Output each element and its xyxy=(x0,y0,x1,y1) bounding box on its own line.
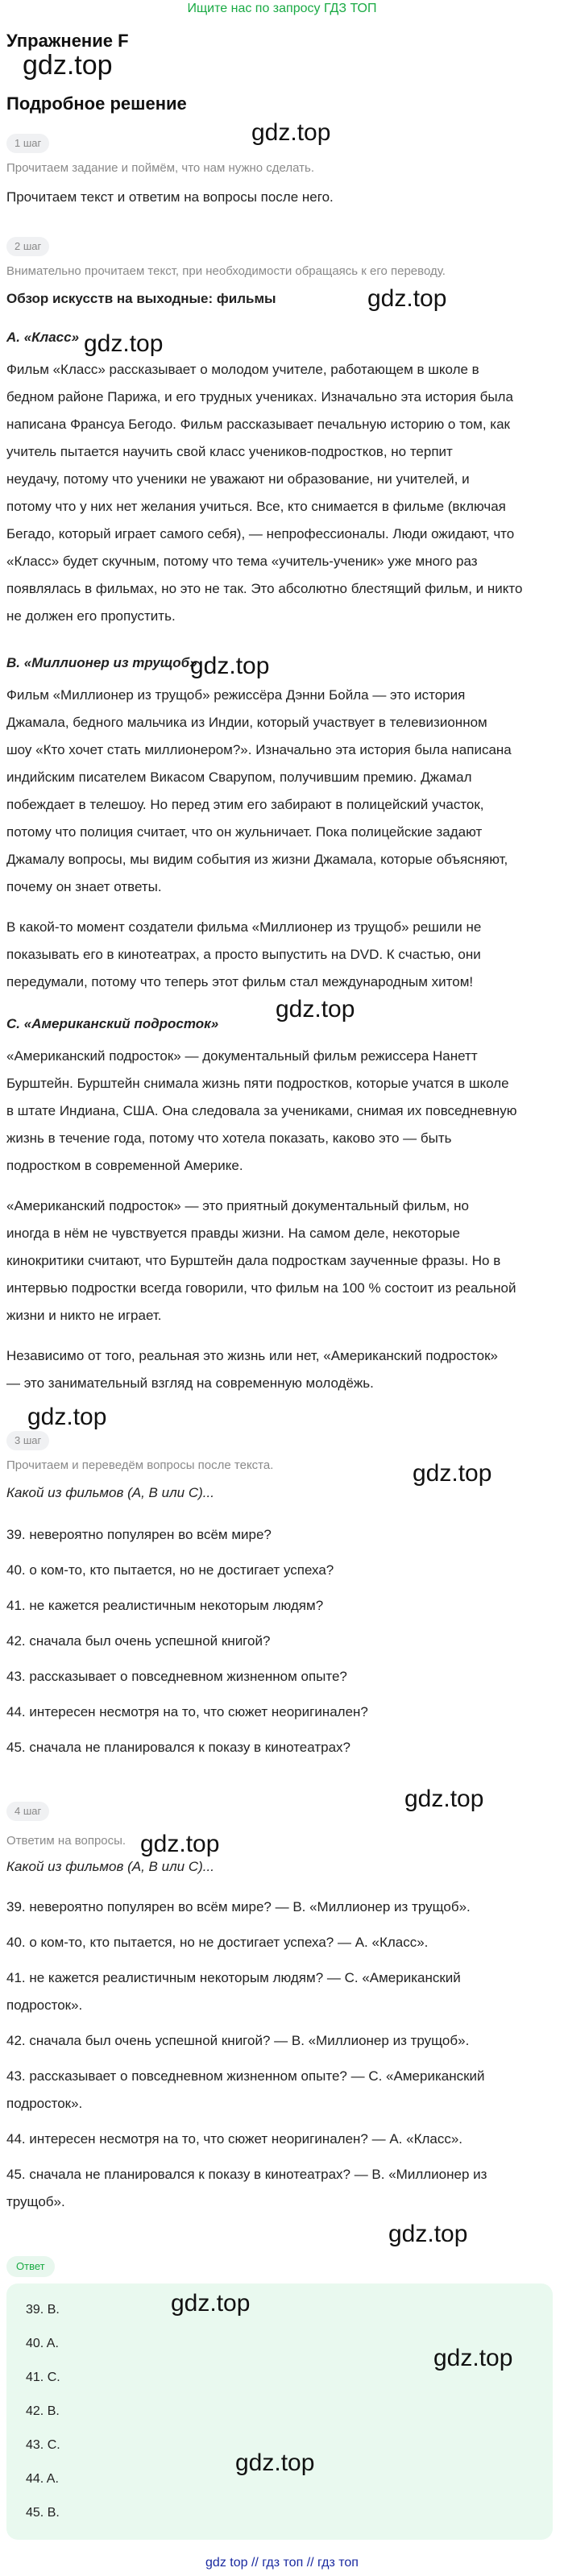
watermark: gdz.top xyxy=(433,2345,513,2371)
film-b-title: B. «Миллионер из трущоб» xyxy=(6,655,197,670)
paragraph-line: жизнь в течение года, потому что хотела показать, каково это — быть xyxy=(6,1130,452,1146)
watermark: gdz.top xyxy=(367,285,447,312)
list-item: 41. не кажется реалистичным некоторым людям? xyxy=(6,1598,324,1613)
paragraph-line: кинокритики считают, что Бурштейн дала подросткам заученные фразы. Но в xyxy=(6,1253,501,1268)
section-title: Подробное решение xyxy=(6,93,187,114)
paragraph-line: Джамалу вопросы, мы видим события из жизни Джамала, которые объясняют, xyxy=(6,852,508,867)
watermark: gdz.top xyxy=(388,2221,468,2247)
list-item: 45. сначала не планировался к показу в кинотеатрах? xyxy=(6,1740,350,1755)
step-text-1: Прочитаем текст и ответим на вопросы после него. xyxy=(6,189,334,205)
list-item: 40. о ком-то, кто пытается, но не достигает успеха? xyxy=(6,1562,334,1578)
paragraph-line: иногда в нём не чувствуется правды жизни. На самом деле, некоторые xyxy=(6,1226,460,1241)
watermark: gdz.top xyxy=(140,1831,220,1857)
paragraph-line: написана Франсуа Бегодо. Фильм рассказывает печальную историю о том, как xyxy=(6,417,510,432)
watermark: gdz.top xyxy=(84,330,164,357)
watermark: gdz.top xyxy=(27,1404,107,1430)
question-title: Какой из фильмов (A, B или C)... xyxy=(6,1859,214,1874)
paragraph-line: «Американский подросток» — это приятный документальный фильм, но xyxy=(6,1198,469,1213)
list-item: 44. интересен несмотря на то, что сюжет неоригинален? — A. «Класс». xyxy=(6,2131,463,2147)
list-item: 44. интересен несмотря на то, что сюжет неоригинален? xyxy=(6,1704,368,1719)
paragraph-line: потому что полиция считает, что он жульничает. Пока полицейские задают xyxy=(6,824,483,840)
paragraph-line: жизни и никто не играет. xyxy=(6,1308,162,1323)
paragraph-line: в штате Индиана, США. Она следовала за учениками, снимая их повседневную xyxy=(6,1103,517,1118)
step-badge-3: 3 шаг xyxy=(6,1431,49,1450)
paragraph-line: Независимо от того, реальная это жизнь или нет, «Американский подросток» xyxy=(6,1348,498,1363)
list-item: 43. рассказывает о повседневном жизненном опыте? — C. «Американский xyxy=(6,2068,485,2084)
list-item: 40. о ком-то, кто пытается, но не достигает успеха? — A. «Класс». xyxy=(6,1935,429,1950)
paragraph-line: не должен его пропустить. xyxy=(6,608,176,624)
paragraph-line: учитель пытается научить свой класс учеников-подростков, но терпит xyxy=(6,444,453,459)
watermark: gdz.top xyxy=(235,2449,315,2476)
step-hint-3: Прочитаем и переведём вопросы после текста. xyxy=(6,1458,274,1472)
watermark: gdz.top xyxy=(171,2290,251,2317)
answer-box xyxy=(6,2284,553,2540)
list-item: трущоб». xyxy=(6,2194,65,2209)
paragraph-line: подростком в современной Америке. xyxy=(6,1158,243,1173)
answer-item: 44. A. xyxy=(26,2472,59,2486)
step-badge-2: 2 шаг xyxy=(6,237,49,256)
answer-item: 40. A. xyxy=(26,2337,59,2350)
paragraph-line: передумали, потому что теперь этот фильм стал международным хитом! xyxy=(6,974,474,989)
paragraph-line: Фильм «Класс» рассказывает о молодом учителе, работающем в школе в xyxy=(6,362,479,377)
step-badge-4: 4 шаг xyxy=(6,1802,49,1821)
watermark: gdz.top xyxy=(190,653,270,679)
watermark: gdz.top xyxy=(276,996,355,1023)
list-item: 39. невероятно популярен во всём мире? xyxy=(6,1527,272,1542)
article-heading: Обзор искусств на выходные: фильмы xyxy=(6,291,276,306)
question-title: Какой из фильмов (A, B или C)... xyxy=(6,1485,214,1500)
top-banner-text: Ищите нас по запросу ГДЗ ТОП xyxy=(187,2,377,15)
answer-item: 43. C. xyxy=(26,2438,60,2452)
watermark: gdz.top xyxy=(404,1786,484,1812)
list-item: 45. сначала не планировался к показу в кинотеатрах? — B. «Миллионер из xyxy=(6,2167,487,2182)
step-hint-2: Внимательно прочитаем текст, при необходимости обращаясь к его переводу. xyxy=(6,264,446,278)
answer-item: 39. B. xyxy=(26,2303,60,2317)
list-item: 39. невероятно популярен во всём мире? — B. «Миллионер из трущоб». xyxy=(6,1899,471,1914)
list-item: подросток». xyxy=(6,2096,83,2111)
list-item: 42. сначала был очень успешной книгой? — B. «Миллионер из трущоб». xyxy=(6,2033,470,2048)
paragraph-line: интервью подростки всегда говорили, что фильм на 100 % состоит из реальной xyxy=(6,1280,516,1296)
paragraph-line: неудачу, потому что ученики не уважают ни образование, ни учителей, и xyxy=(6,471,470,487)
paragraph-line: «Американский подросток» — документальный фильм режиссера Нанетт xyxy=(6,1048,478,1064)
film-a-title: A. «Класс» xyxy=(6,330,80,345)
paragraph-line: — это занимательный взгляд на современную молодёжь. xyxy=(6,1375,374,1391)
step-badge-1: 1 шаг xyxy=(6,134,49,153)
list-item: 43. рассказывает о повседневном жизненном опыте? xyxy=(6,1669,347,1684)
paragraph-line: шоу «Кто хочет стать миллионером?». Изначально эта история была написана xyxy=(6,742,512,757)
paragraph-line: побеждает в телешоу. Но перед этим его забирают в полицейский участок, xyxy=(6,797,484,812)
paragraph-line: Джамала, бедного мальчика из Индии, который участвует в телевизионном xyxy=(6,715,487,730)
list-item: подросток». xyxy=(6,1997,83,2013)
paragraph-line: потому что у них нет желания учиться. Все, кто снимается в фильме (включая xyxy=(6,499,506,514)
answer-badge: Ответ xyxy=(6,2256,55,2277)
paragraph-line: почему он знает ответы. xyxy=(6,879,162,894)
paragraph-line: появлялась в фильмах, но это не так. Это абсолютно блестящий фильм, и никто xyxy=(6,581,523,596)
list-item: 42. сначала был очень успешной книгой? xyxy=(6,1633,271,1649)
footer-links[interactable]: gdz top // гдз топ // гдз топ xyxy=(205,2556,359,2570)
film-c-title: C. «Американский подросток» xyxy=(6,1016,219,1031)
paragraph-line: Фильм «Миллионер из трущоб» режиссёра Дэнни Бойла — это история xyxy=(6,687,466,703)
answer-item: 42. B. xyxy=(26,2404,60,2418)
paragraph-line: «Класс» будет скучным, потому что тема «учитель-ученик» уже много раз xyxy=(6,554,478,569)
paragraph-line: Бурштейн. Бурштейн снимала жизнь пяти подростков, которые учатся в школе xyxy=(6,1076,509,1091)
paragraph-line: В какой-то момент создатели фильма «Миллионер из трущоб» решили не xyxy=(6,919,482,935)
watermark: gdz.top xyxy=(413,1460,492,1487)
watermark: gdz.top xyxy=(251,119,331,146)
top-banner xyxy=(0,0,564,18)
step-hint-4: Ответим на вопросы. xyxy=(6,1834,126,1848)
paragraph-line: показывать его в кинотеатрах, а просто выпустить на DVD. К счастью, они xyxy=(6,947,481,962)
list-item: 41. не кажется реалистичным некоторым людям? — C. «Американский xyxy=(6,1970,461,1985)
answer-item: 45. B. xyxy=(26,2506,60,2520)
page-title: Упражнение F xyxy=(6,31,129,51)
answer-item: 41. C. xyxy=(26,2371,60,2384)
paragraph-line: бедном районе Парижа, и его трудных учениках. Изначально эта история была xyxy=(6,389,513,404)
paragraph-line: индийским писателем Викасом Сварупом, получившим премию. Джамал xyxy=(6,769,472,785)
watermark: gdz.top xyxy=(23,50,113,81)
step-hint-1: Прочитаем задание и поймём, что нам нужно сделать. xyxy=(6,161,315,175)
paragraph-line: Бегадо, который играет самого себя), — непрофессионалы. Люди ожидают, что xyxy=(6,526,515,541)
